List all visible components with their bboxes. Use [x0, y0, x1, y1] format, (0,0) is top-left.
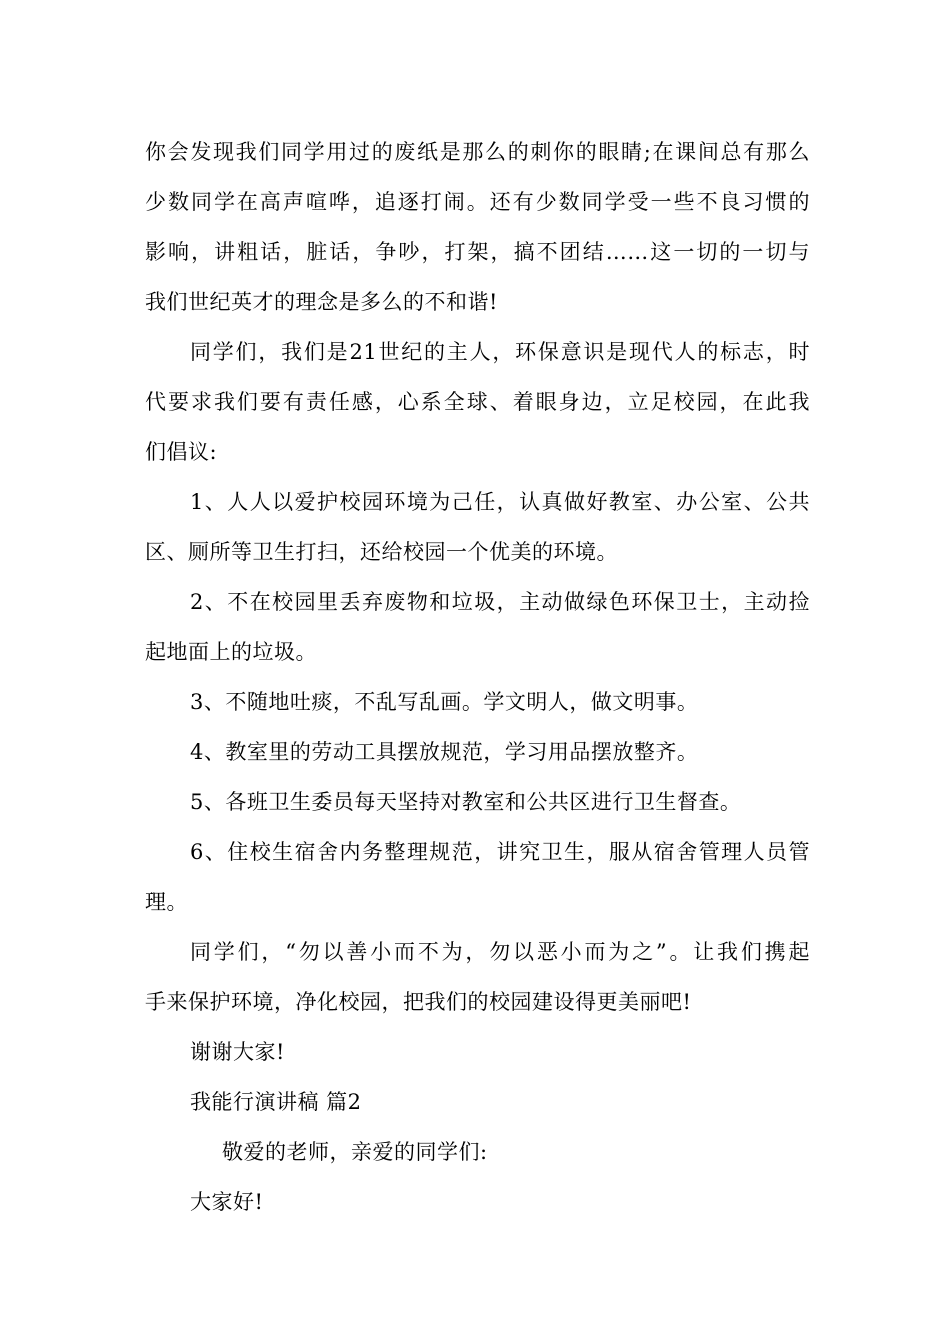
greeting: 大家好!: [190, 1190, 264, 1214]
paragraph-line: 代要求我们要有责任感，心系全球、着眼身边，立足校园，在此我: [145, 390, 810, 414]
section-title: 我能行演讲稿 篇2: [190, 1090, 362, 1114]
list-item-continuation: 理。: [145, 890, 188, 914]
list-item: 1、人人以爱护校园环境为己任，认真做好教室、办公室、公共: [190, 490, 810, 514]
list-item: 2、不在校园里丢弃废物和垃圾，主动做绿色环保卫士，主动捡: [190, 590, 810, 614]
closing-thanks: 谢谢大家!: [190, 1040, 285, 1064]
paragraph-line: 手来保护环境，净化校园，把我们的校园建设得更美丽吧!: [145, 990, 692, 1014]
paragraph-line: 少数同学在高声喧哗，追逐打闹。还有少数同学受一些不良习惯的: [145, 190, 810, 214]
paragraph-line: 同学们，“勿以善小而不为，勿以恶小而为之”。让我们携起: [190, 940, 810, 964]
salutation: 敬爱的老师，亲爱的同学们:: [222, 1140, 488, 1164]
list-item-continuation: 起地面上的垃圾。: [145, 640, 317, 664]
list-item-continuation: 区、厕所等卫生打扫，还给校园一个优美的环境。: [145, 540, 618, 564]
list-item: 6、住校生宿舍内务整理规范，讲究卫生，服从宿舍管理人员管: [190, 840, 810, 864]
list-item: 4、教室里的劳动工具摆放规范，学习用品摆放整齐。: [190, 740, 699, 764]
paragraph-line: 同学们，我们是21世纪的主人，环保意识是现代人的标志，时: [190, 340, 810, 364]
list-item: 5、各班卫生委员每天坚持对教室和公共区进行卫生督查。: [190, 790, 742, 814]
paragraph-line: 你会发现我们同学用过的废纸是那么的刺你的眼睛;在课间总有那么: [145, 140, 810, 164]
paragraph-line: 我们世纪英才的理念是多么的不和谐!: [145, 290, 498, 314]
list-item: 3、不随地吐痰，不乱写乱画。学文明人，做文明事。: [190, 690, 699, 714]
paragraph-line: 影响，讲粗话，脏话，争吵，打架，搞不团结……这一切的一切与: [145, 240, 810, 264]
paragraph-line: 们倡议:: [145, 440, 218, 464]
